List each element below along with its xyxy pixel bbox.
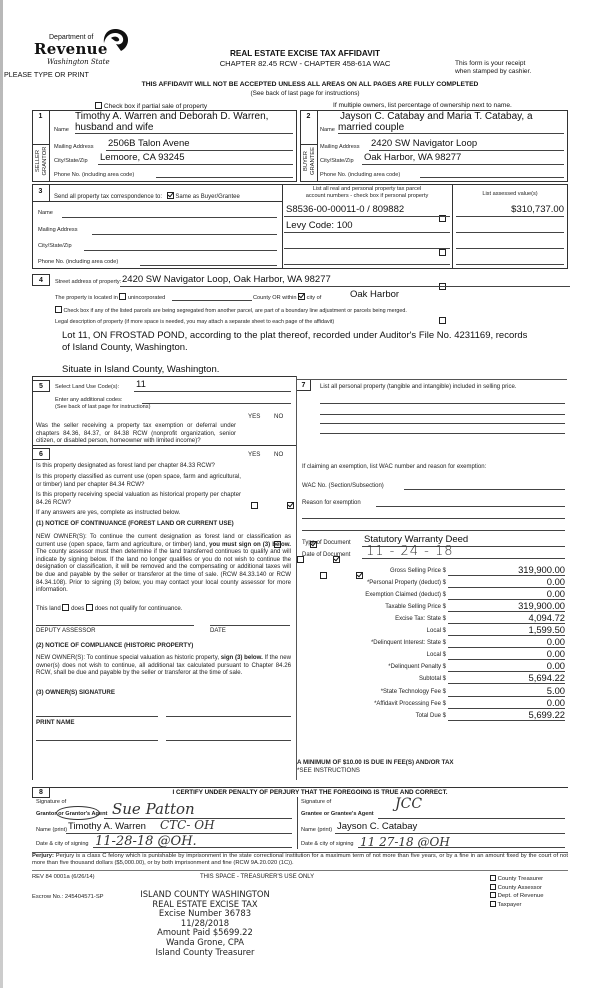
correspondence-row: [54, 192, 240, 200]
parcel-number-input[interactable]: S8536-00-00011-0 / 809882: [286, 204, 405, 215]
amount-value[interactable]: 0.00: [546, 697, 565, 708]
copy-checkbox[interactable]: [490, 901, 496, 907]
doc-date-label: Date of Document: [302, 552, 351, 558]
amount-value[interactable]: 4,094.72: [528, 612, 565, 623]
correspondence-label: Send all property tax correspondence to:: [54, 194, 163, 200]
notice-continuance-title: (1) NOTICE OF CONTINUANCE (FOREST LAND OR CURRENT USE): [36, 520, 234, 527]
buyer-name-line-1[interactable]: Jayson C. Catabay and Maria T. Catabay, a: [340, 111, 533, 122]
assessor-date-label: DATE: [210, 627, 226, 634]
copy-item[interactable]: Taxpayer: [490, 901, 544, 910]
grantor-signature[interactable]: Sue Patton: [112, 800, 195, 818]
amount-label: *State Technology Fee $: [380, 689, 446, 695]
amount-value[interactable]: 319,900.00: [518, 600, 565, 611]
street-address-input[interactable]: 2420 SW Navigator Loop, Oak Harbor, WA 98277: [122, 274, 331, 285]
section-7-number: 7: [297, 380, 311, 391]
minimum-fee-note: A MINIMUM OF $10.00 IS DUE IN FEE(S) AND/OR TAX: [297, 759, 454, 766]
buyer-name-label: Name: [320, 127, 335, 133]
stamp-date: 11/28/2018: [180, 917, 230, 928]
owner-print-name-2[interactable]: [166, 740, 291, 741]
amount-label: Exemption Claimed (deduct) $: [365, 592, 446, 598]
doc-type-input[interactable]: Statutory Warranty Deed: [364, 534, 469, 545]
receipt-note-line-2: when stamped by cashier.: [455, 68, 532, 75]
legal-description-label: Legal description of property (if more space is needed, you may attach a separate sheet to each page of the affidavit): [55, 319, 335, 325]
notice-compliance-title: (2) NOTICE OF COMPLIANCE (HISTORIC PROPERTY): [36, 642, 194, 649]
deputy-assessor-label: DEPUTY ASSESSOR: [36, 627, 96, 634]
agent-circle-annotation: [56, 806, 100, 820]
please-type-label: PLEASE TYPE OR PRINT: [4, 70, 89, 79]
deputy-assessor-signature[interactable]: [36, 625, 194, 626]
section-4-number: 4: [32, 274, 50, 286]
grantor-date-label: Date & city of signing: [36, 841, 89, 847]
amount-value[interactable]: 1,599.50: [528, 624, 565, 635]
buyer-phone-input[interactable]: [420, 177, 564, 178]
doc-date-input[interactable]: 11 - 24 - 18: [366, 544, 454, 559]
assessed-value-input[interactable]: [456, 248, 564, 249]
does-not-qualify-checkbox[interactable]: [86, 604, 93, 611]
reason-label: Reason for exemption: [302, 500, 361, 506]
section-5-number: 5: [32, 380, 50, 392]
amount-label: *Affidavit Processing Fee $: [374, 701, 446, 707]
amount-value[interactable]: 5,694.22: [528, 672, 565, 683]
assessed-value-input[interactable]: $310,737.00: [511, 204, 564, 215]
stamp-treasurer-title: Island County Treasurer: [155, 946, 255, 957]
see-back-note: (See back of last page for instructions): [250, 90, 360, 97]
grantee-date-label: Date & city of signing: [301, 841, 354, 847]
section-6-number: 6: [32, 448, 50, 460]
yes-header: YES: [248, 451, 261, 458]
amount-label: Excise Tax: State $: [395, 616, 446, 622]
owner-signature-2[interactable]: [166, 716, 291, 717]
amount-value[interactable]: 0.00: [546, 636, 565, 647]
grantee-name-input[interactable]: Jayson C. Catabay: [337, 821, 418, 832]
amount-label: *Personal Property (deduct) $: [366, 580, 446, 586]
amount-label: Gross Selling Price $: [389, 568, 446, 574]
partial-sale-option[interactable]: [95, 102, 207, 110]
copy-checkbox[interactable]: [490, 884, 496, 890]
assessor-date-input[interactable]: [210, 625, 290, 626]
amount-value[interactable]: 319,900.00: [518, 564, 565, 575]
seller-name-line-2[interactable]: husband and wife: [75, 122, 154, 133]
same-as-buyer-label: Same as Buyer/Grantee: [175, 194, 240, 200]
buyer-name-line-2[interactable]: married couple: [338, 122, 405, 133]
corr-mailing-input[interactable]: [92, 234, 277, 235]
grantee-date-input[interactable]: 11 27-18 @OH: [360, 835, 450, 849]
within-city-checkbox[interactable]: [298, 293, 305, 300]
seller-city-label: City/State/Zip: [54, 158, 88, 164]
reason-input-2[interactable]: [302, 518, 565, 519]
parcel-header: List all real and personal property tax parcel account numbers - check box if personal property: [305, 186, 429, 199]
current-use-question: Is this property classified as current use (open space, farm and agricultural, or timber) land per chapter 84.34 RCW?: [36, 473, 241, 488]
segregated-option[interactable]: [55, 306, 407, 314]
receipt-note-line-1: This form is your receipt: [455, 60, 526, 67]
parcel-number-input[interactable]: Levy Code: 100: [286, 220, 353, 231]
qualifies-checkbox[interactable]: [62, 604, 69, 611]
legal-description-line-2[interactable]: of Island County, Washington.: [62, 342, 188, 353]
amount-label: Local $: [426, 628, 446, 634]
copy-checkbox[interactable]: [490, 892, 496, 898]
buyer-city-label: City/State/Zip: [320, 158, 354, 164]
copy-item[interactable]: Dept. of Revenue: [490, 892, 544, 901]
doc-type-label: Type of Document: [302, 540, 351, 546]
seller-name-line-1[interactable]: Timothy A. Warren and Deborah D. Warren,: [75, 111, 269, 122]
seller-city-input[interactable]: Lemoore, CA 93245: [100, 152, 185, 163]
section-3-number: 3: [32, 184, 50, 202]
seller-mailing-label: Mailing Address: [54, 144, 94, 150]
print-name-label: PRINT NAME: [36, 719, 75, 726]
multiple-owners-note: If multiple owners, list percentage of ownership next to name.: [333, 102, 512, 109]
grantor-name-input[interactable]: Timothy A. Warren: [68, 821, 146, 832]
personal-property-line[interactable]: [320, 414, 565, 415]
seller-exemption-no-checkbox[interactable]: [287, 502, 294, 509]
partial-sale-checkbox[interactable]: [95, 102, 102, 109]
amount-label: *Delinquent Interest: State $: [370, 640, 446, 646]
owner-signature-title: (3) OWNER(S) SIGNATURE: [36, 689, 115, 696]
personal-property-checkbox[interactable]: [439, 317, 446, 324]
grantor-name-label: Name (print): [36, 827, 68, 833]
yes-header: YES: [248, 413, 261, 420]
exemption-label: If claiming an exemption, list WAC number and reason for exemption:: [302, 464, 487, 470]
copy-distribution-list: [490, 875, 544, 909]
corr-phone-label: Phone No. (including area code): [38, 259, 119, 265]
amount-underline: [448, 683, 565, 684]
corr-city-label: City/State/Zip: [38, 243, 72, 249]
corr-phone-input[interactable]: [140, 265, 277, 266]
treasurer-stamp: [130, 890, 280, 957]
copy-item[interactable]: County Treasurer: [490, 875, 544, 884]
partial-sale-label: Check box if partial sale of property: [103, 103, 208, 110]
wac-label: WAC No. (Section/Subsection): [302, 483, 384, 489]
grantee-signature[interactable]: JCC: [395, 796, 423, 812]
if-yes-instructions: If any answers are yes, complete as instructed below.: [36, 509, 181, 516]
copy-checkbox[interactable]: [490, 875, 496, 881]
city-of-row: County OR within city of: [253, 295, 322, 301]
buyer-mailing-input[interactable]: 2420 SW Navigator Loop: [371, 138, 478, 149]
stamp-excise-number: Excise Number 36783: [158, 908, 252, 919]
county-input[interactable]: [172, 300, 252, 301]
escrow-number: Escrow No.: 245404571-SP: [32, 894, 104, 900]
buyer-grantee-label: BUYER GRANTEE: [303, 146, 316, 176]
amount-value[interactable]: 0.00: [546, 660, 565, 671]
additional-codes-input[interactable]: [142, 403, 291, 404]
amount-label: Subtotal $: [418, 676, 446, 682]
parcel-number-input[interactable]: [284, 248, 450, 249]
legal-description-line-1[interactable]: Lot 11, ON FROSTAD POND, according to the plat thereof, recorded under Auditor's File No. 4231169, records: [62, 330, 528, 341]
no-header: NO: [274, 451, 284, 458]
grantee-signature-of-label: Signature of: [301, 799, 332, 805]
owner-signature-1[interactable]: [36, 716, 158, 717]
section-2-number: 2: [300, 110, 318, 145]
section-1-number: 1: [32, 110, 50, 145]
buyer-mailing-label: Mailing Address: [320, 144, 360, 150]
logo-text-state: Washington State: [47, 58, 110, 66]
land-use-label: Select Land Use Code(s):: [55, 384, 120, 390]
personal-property-label: List all personal property (tangible and intangible) included in selling price.: [320, 384, 517, 390]
assessed-value-input[interactable]: [456, 232, 564, 233]
amount-label: Taxable Selling Price $: [385, 604, 446, 610]
perjury-notice: Perjury: Perjury is a class C felony which is punishable by imprisonment in the state correctional institution for a maximum term of not more than five years, or by a fine in an amount fixed by the court of not more than five thousand dollars ($5,000.00), or by both imprisonment and fine (RCW 9A.20.020 (1C)).: [32, 853, 568, 867]
amount-underline: [448, 720, 565, 721]
seller-name-label: Name: [54, 127, 69, 133]
grantor-name-note: CTC- OH: [160, 818, 215, 832]
corr-mailing-label: Mailing Address: [38, 227, 78, 233]
amount-value[interactable]: 0.00: [546, 576, 565, 587]
amount-value[interactable]: 0.00: [546, 588, 565, 599]
amount-value[interactable]: 5.00: [546, 685, 565, 696]
seller-exemption-question: Was the seller receiving a property tax exemption or deferral under chapters 84.36, 84.37, or 84.38 RCW (nonprofit organization, senior citizen, or disabled person, homeowner with limited income)?: [36, 422, 236, 445]
form-title: REAL ESTATE EXCISE TAX AFFIDAVIT: [230, 49, 380, 58]
owner-print-name-1[interactable]: [36, 740, 158, 741]
amount-value[interactable]: 5,699.22: [528, 709, 565, 720]
reason-input-3[interactable]: [302, 530, 565, 531]
additional-codes-label: Enter any additional codes: (See back of last page for instructions): [55, 397, 151, 410]
location-row: The property is located in unincorporated: [55, 295, 166, 301]
amount-label: *Delinquent Penalty $: [388, 664, 446, 670]
assessed-value-header: List assessed value(s): [482, 191, 538, 197]
receipt-note: [455, 60, 531, 76]
assessed-value-input[interactable]: [456, 264, 564, 265]
certification-statement: I CERTIFY UNDER PENALTY OF PERJURY THAT THE FOREGOING IS TRUE AND CORRECT.: [172, 789, 448, 796]
logo-text-dept: Department of: [49, 34, 94, 41]
warning-banner: THIS AFFIDAVIT WILL NOT BE ACCEPTED UNLESS ALL AREAS ON ALL PAGES ARE FULLY COMPLETED: [141, 81, 479, 88]
legal-description-line-3[interactable]: Situate in Island County, Washington.: [62, 364, 220, 375]
grantee-name-label: Name (print): [301, 827, 333, 833]
amount-label: Total Due $: [415, 713, 446, 719]
historic-property-question: Is this property receiving special valuation as historical property per chapter 84.26 RCW?: [36, 491, 241, 506]
personal-property-line[interactable]: [320, 433, 565, 434]
personal-property-line[interactable]: [320, 403, 565, 404]
treasurer-use-label: THIS SPACE - TREASURER'S USE ONLY: [200, 874, 315, 880]
section-8-number: 8: [32, 787, 50, 798]
stamp-amount-paid: Amount Paid $5699.22: [157, 927, 253, 938]
city-of-input[interactable]: Oak Harbor: [350, 289, 400, 300]
corr-city-input[interactable]: [84, 250, 277, 251]
continuance-qualify-row: This land does does not qualify for continuance.: [36, 605, 183, 612]
buyer-city-input[interactable]: Oak Harbor, WA 98277: [364, 152, 462, 163]
segregated-label: Check box if any of the listed parcels are being segregated from another parcel, are part of a boundary line adjustment or parcels being merged.: [63, 308, 407, 314]
stamp-line: REAL ESTATE EXCISE TAX: [152, 898, 258, 909]
copy-item[interactable]: County Assessor: [490, 884, 544, 893]
personal-property-checkbox[interactable]: [439, 249, 446, 256]
notice-continuance-text: NEW OWNER(S): To continue the current designation as forest land or classification as current use (open space, farm and agriculture, or timber) land, you must sign on (3) below. The county assessor must then determine if the land transferred continues to qualify and will indicate by signing below. If the land no longer qualifies or you do not wish to continue the designation or classification, it will be removed and the compensating or additional taxes will be due and payable by the seller or transferor at the time of sale. (RCW 84.33.140 or RCW 84.34.108). Prior to signing (3) below, you may contact your local county assessor for more information.: [36, 533, 291, 594]
seller-phone-label: Phone No. (including area code): [54, 172, 135, 178]
corr-name-label: Name: [38, 210, 53, 216]
form-subtitle: CHAPTER 82.45 RCW - CHAPTER 458-61A WAC: [219, 59, 391, 68]
logo-text-revenue: Revenue: [34, 40, 108, 58]
unincorporated-checkbox[interactable]: [119, 293, 126, 300]
corr-name-input[interactable]: [62, 217, 277, 218]
amount-label: Local $: [426, 652, 446, 658]
wac-input[interactable]: [404, 489, 565, 490]
street-address-label: Street address of property:: [55, 279, 122, 285]
grantee-agent-label: Grantee or Grantee's Agent: [301, 811, 374, 817]
same-as-buyer-checkbox[interactable]: [167, 192, 174, 199]
dor-swoosh-icon: [101, 27, 129, 55]
stamp-line: ISLAND COUNTY WASHINGTON: [140, 889, 270, 899]
seller-phone-input[interactable]: [156, 177, 293, 178]
stamp-treasurer-name: Wanda Grone, CPA: [165, 936, 245, 947]
buyer-phone-label: Phone No. (including area code): [320, 172, 401, 178]
grantor-date-input[interactable]: 11-28-18 @OH.: [95, 834, 197, 849]
no-header: NO: [274, 413, 284, 420]
reason-input[interactable]: [376, 506, 565, 507]
amount-value[interactable]: 0.00: [546, 648, 565, 659]
segregated-checkbox[interactable]: [55, 306, 62, 313]
land-use-code-input[interactable]: 11: [136, 379, 146, 390]
seller-exemption-yes-checkbox[interactable]: [251, 502, 258, 509]
forest-land-question: Is this property designated as forest land per chapter 84.33 RCW?: [36, 462, 215, 469]
form-revision: REV 84 0001a (6/26/14): [32, 874, 95, 880]
personal-property-line[interactable]: [320, 423, 565, 424]
scan-edge: [0, 0, 3, 988]
parcel-number-input[interactable]: [284, 264, 450, 265]
seller-grantor-label: SELLER GRANTOR: [35, 146, 48, 176]
grantor-agent-label: Grantor or Grantor's Agent: [36, 811, 108, 817]
seller-mailing-input[interactable]: 2506B Talon Avene: [108, 138, 190, 149]
notice-compliance-text: NEW OWNER(S): To continue special valuation as historic property, sign (3) below. If the new owner(s) does not wish to continue, all additional tax calculated pursuant to Chapter 84.26 RCW, shall be due and payable by the seller or transferor at the time of sale.: [36, 654, 291, 677]
grantor-signature-of-label: Signature of: [36, 799, 67, 805]
see-instructions-note: *SEE INSTRUCTIONS: [297, 767, 360, 774]
